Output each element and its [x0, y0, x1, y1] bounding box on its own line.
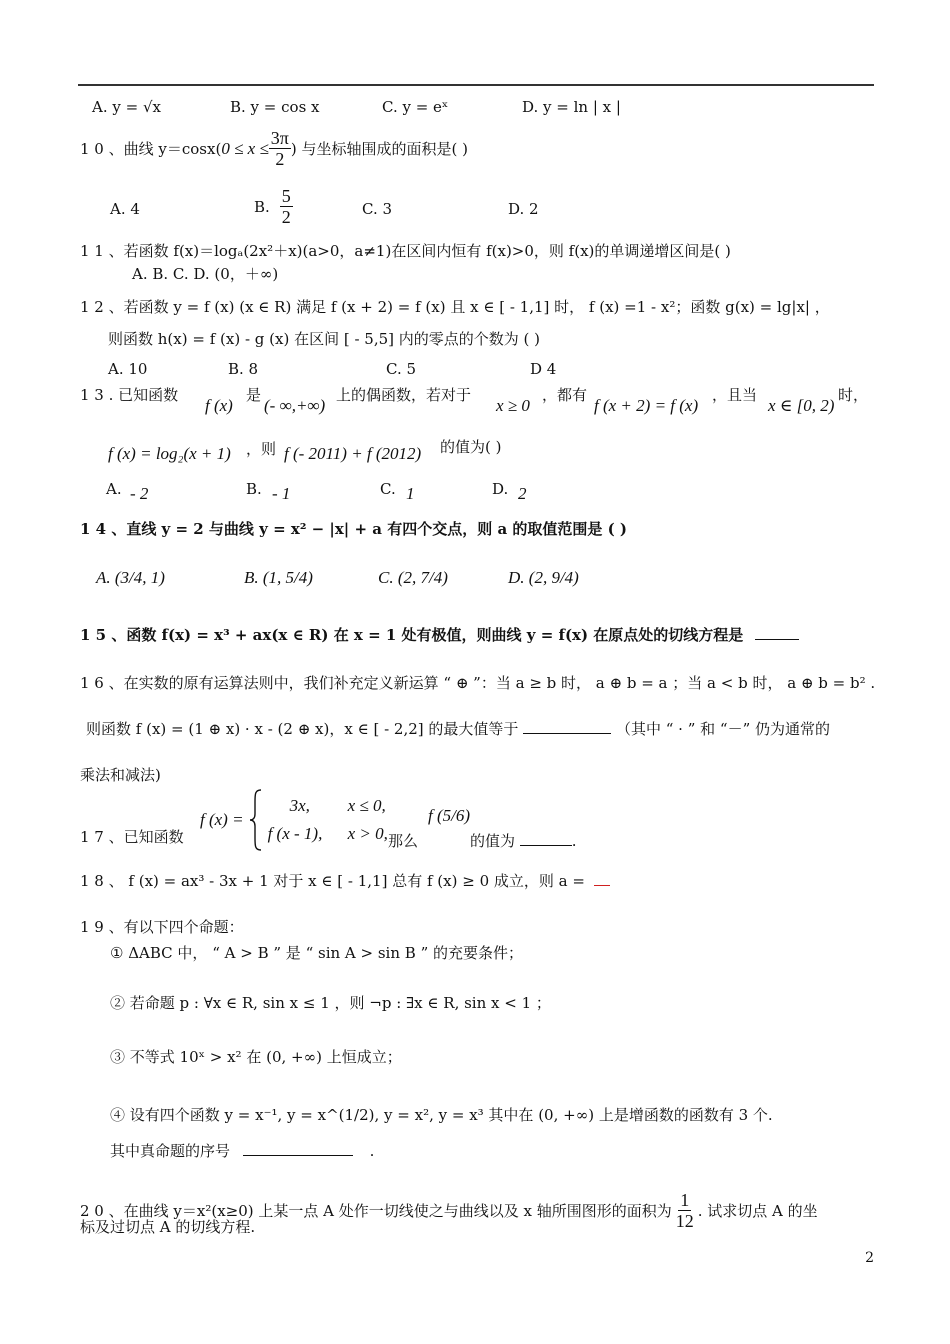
q13-option-b-label: B.: [246, 480, 262, 498]
q17-case1-expr: 3x,: [289, 796, 310, 815]
q10-option-b-fraction: [280, 186, 293, 227]
q13-option-d-value: 2: [518, 484, 527, 503]
question-14: 1 4 、直线 y = 2 与曲线 y = x² − |x| + a 有四个交点，则 a 的取值范围是 ( ): [80, 520, 628, 538]
q10-math: 0 ≤ x ≤: [221, 138, 269, 158]
page-number: 2: [865, 1250, 874, 1266]
q19-statement-2: ② 若命题 p : ∀x ∈ R, sin x ≤ 1 ，则 ¬p : ∃x ∈ R, sin x < 1 ；: [110, 994, 551, 1012]
q13-cond2: f (x + 2) = f (x): [594, 396, 699, 415]
q19-answer-blank: [243, 1155, 353, 1156]
q20-frac-den: 12: [675, 1211, 694, 1231]
q16-answer-blank: [523, 733, 611, 734]
q20-fraction: [676, 1190, 694, 1231]
q10-frac-num: 3π: [270, 128, 289, 148]
q13-definition: f (x) = log₂(x + 1): [108, 444, 231, 463]
q15-answer-blank: [755, 639, 799, 640]
q17-case2-cond: x > 0,: [347, 824, 388, 843]
q10-b-den: 2: [281, 207, 291, 227]
q17-mid: 那么: [388, 832, 419, 850]
question-16-line3: 乘法和减法): [80, 766, 161, 784]
q9-option-c: C. y = eˣ: [382, 98, 449, 116]
q9-option-d: D. y = ln | x |: [522, 98, 621, 116]
q10-suffix: ) 与坐标轴围成的面积是( ): [290, 139, 468, 158]
q9-option-a: A. y = √x: [92, 98, 161, 116]
q14-option-c: C. (2, 7/4): [378, 568, 448, 587]
q14-option-b: B. (1, 5/4): [244, 568, 313, 587]
q13-option-d-label: D.: [492, 480, 509, 498]
q13-p4: ，都有: [542, 386, 588, 404]
q13-p8: 的值为( ): [440, 438, 502, 456]
q10-option-d: D. 2: [508, 200, 539, 218]
q10-fraction: [269, 128, 291, 169]
q13-p5: ，且当: [712, 386, 758, 404]
q17-suffix-wrap: 的值为 .: [470, 832, 577, 850]
q13-p7: ，则: [246, 440, 277, 458]
q16-line2a: 则函数 f (x) = (1 ⊕ x) · x - (2 ⊕ x)，x ∈ [ - 2,2] 的最大值等于: [86, 720, 519, 738]
q14-option-d: D. (2, 9/4): [508, 568, 579, 587]
q13-f: f (x): [205, 396, 233, 415]
q17-answer-blank: [520, 845, 572, 846]
q11-options: A. B. C. D. (0，＋∞): [132, 265, 279, 283]
q19-statement-4: ④ 设有四个函数 y = x⁻¹, y = x^(1/2), y = x², y = x³ 其中在 (0, +∞) 上是增函数的函数有 3 个.: [110, 1106, 773, 1124]
q13-intro: 1 3 . 已知函数: [80, 386, 179, 404]
left-brace-icon: [248, 788, 264, 852]
question-16-line1: 1 6 、在实数的原有运算法则中，我们补充定义新运算 “ ⊕ ”：当 a ≥ b 时， a ⊕ b = a ；当 a < b 时， a ⊕ b = b² .: [80, 674, 876, 692]
q13-p3: 上的偶函数，若对于: [336, 386, 472, 404]
q20-line1b: . 试求切点 A 的坐: [697, 1201, 818, 1220]
q13-p6: 时，: [838, 386, 869, 404]
q9-option-b: B. y = cos x: [230, 98, 320, 116]
q13-option-b-value: - 1: [272, 484, 291, 503]
question-11: 1 1 、若函数 f(x)＝logₐ(2x²＋x)(a>0，a≠1)在区间内恒有 f(x)>0，则 f(x)的单调递增区间是( ): [80, 242, 731, 260]
q12-option-d: D 4: [530, 360, 557, 378]
q17-value: f (5/6): [428, 806, 471, 825]
question-18: [80, 870, 610, 892]
q19-statement-3: ③ 不等式 10ˣ > x² 在 (0, +∞) 上恒成立；: [110, 1048, 402, 1066]
q13-is: 是: [246, 386, 262, 404]
q19-title: 1 9 、有以下四个命题：: [80, 918, 244, 936]
q17-case2-expr: f (x - 1),: [267, 824, 323, 843]
q12-option-c: C. 5: [386, 360, 417, 378]
q13-cond3: x ∈ [0, 2): [768, 396, 835, 415]
q16-line2b: （其中 “ · ” 和 “－” 仍为通常的: [615, 720, 831, 738]
q20-frac-num: 1: [680, 1190, 690, 1210]
q10-frac-den: 2: [275, 149, 285, 169]
q13-option-c-label: C.: [380, 480, 396, 498]
q17-prefix: 1 7 、已知函数: [80, 828, 184, 846]
question-12-line2: 则函数 h(x) = f (x) - g (x) 在区间 [ - 5,5] 内的零点的个数为 ( ): [108, 330, 541, 348]
q13-expr: f (- 2011) + f (2012): [284, 444, 422, 463]
q17-suffix: 的值为: [470, 832, 516, 850]
q10-b-num: 5: [281, 186, 291, 206]
question-12-line1: 1 2 、若函数 y = f (x) (x ∈ R) 满足 f (x + 2) = f (x) 且 x ∈ [ - 1,1] 时， f (x) =1 - x²；函数 g(x) = lg|x| ，: [80, 298, 830, 316]
q17-lhs: f (x) =: [200, 810, 244, 829]
q13-option-c-value: 1: [406, 484, 415, 503]
question-20-line2: 标及过切点 A 的切线方程.: [80, 1218, 256, 1236]
q12-option-a: A. 10: [108, 360, 148, 378]
q10-option-a: A. 4: [110, 200, 140, 218]
q10-option-b: [254, 186, 293, 227]
q19-answer-label: 其中真命题的序号: [110, 1142, 231, 1160]
q19-statement-1: ① ΔABC 中， “ A > B ” 是 “ sin A > sin B ” 的充要条件；: [110, 944, 524, 962]
q13-cond1: x ≥ 0: [496, 396, 530, 415]
q15-text: 1 5 、函数 f(x) = x³ + ax(x ∈ R) 在 x = 1 处有极值，则曲线 y = f(x) 在原点处的切线方程是: [80, 626, 744, 644]
question-16-line2: [86, 718, 830, 740]
q10-option-c: C. 3: [362, 200, 393, 218]
q19-answer-line: 其中真命题的序号 .: [110, 1142, 375, 1160]
q17-case1-cond: x ≤ 0,: [347, 796, 386, 815]
q10-option-b-label: B.: [254, 197, 270, 216]
q13-option-a-value: - 2: [130, 484, 149, 503]
question-10: [80, 128, 468, 169]
q17-piecewise: [200, 788, 418, 852]
q20-line1: 2 0 、在曲线 y＝x²(x≥0) 上某一点 A 处作一切线使之与曲线以及 x 轴所围图形的面积为: [80, 1201, 672, 1220]
q12-option-b: B. 8: [228, 360, 259, 378]
header-rule: [78, 84, 874, 86]
q13-option-a-label: A.: [106, 480, 122, 498]
question-15: [80, 624, 799, 646]
q14-option-a: A. (3/4, 1): [96, 568, 165, 587]
q13-domain: (- ∞,+∞): [264, 396, 326, 415]
q10-prefix: 1 0 、曲线 y＝cosx(: [80, 139, 222, 158]
q18-answer-blank: [594, 885, 610, 886]
q18-text: 1 8 、 f (x) = ax³ - 3x + 1 对于 x ∈ [ - 1,1] 总有 f (x) ≥ 0 成立，则 a =: [80, 872, 585, 890]
